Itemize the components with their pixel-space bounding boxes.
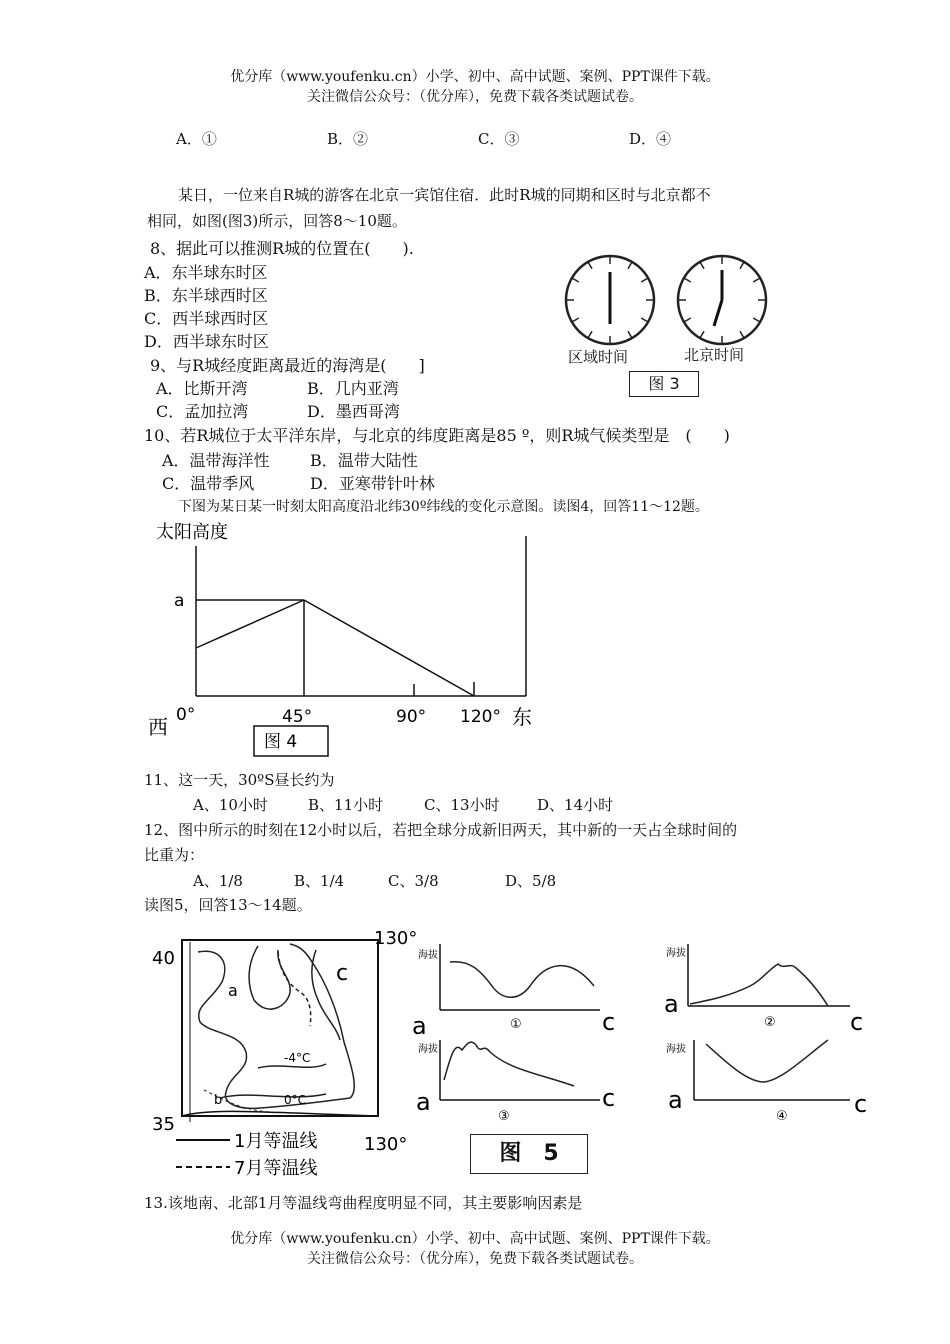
- tick-label-0: 0°: [176, 705, 196, 725]
- q8-option-a: A．东半球东时区: [144, 263, 268, 282]
- q10-option-a: A．温带海洋性: [162, 451, 270, 470]
- q7-option-a: A．①: [176, 130, 217, 148]
- iso-label-0: 0°C: [284, 1093, 307, 1107]
- region-clock-label: 区域时间: [568, 348, 629, 366]
- figure-4: [144, 518, 544, 763]
- peninsula-line: [249, 946, 290, 1009]
- q8-option-b: B．东半球西时区: [144, 286, 268, 305]
- figure-3-caption: 图 3: [629, 371, 699, 397]
- lat-35: 35: [152, 1114, 175, 1135]
- region-clock: [566, 256, 654, 344]
- map-label-a: a: [228, 981, 238, 1000]
- profile-4-ylabel: 海拔: [666, 1044, 686, 1055]
- q9-option-a: A．比斯开湾: [156, 379, 248, 398]
- profile-4-num: ④: [776, 1109, 788, 1124]
- q8-option-c: C．西半球西时区: [144, 309, 269, 328]
- q7-option-d: D．④: [629, 130, 672, 148]
- profile-3-c: c: [602, 1084, 616, 1112]
- q11-option-a: A、10小时: [193, 796, 268, 814]
- q11-stem: 11、这一天，30ºS昼长约为: [144, 771, 335, 789]
- header-line-2: 关注微信公众号：（优分库），免费下载各类试题试卷。: [307, 89, 643, 105]
- profile-3: [416, 1040, 615, 1124]
- altitude-fall: [304, 600, 474, 696]
- profile-1-num: ①: [510, 1017, 522, 1032]
- profile-2-c: c: [850, 1008, 864, 1036]
- q7-option-c: C．③: [478, 130, 520, 148]
- q11-option-c: C、13小时: [424, 796, 500, 814]
- profile-3-num: ③: [498, 1109, 510, 1124]
- lon-130-top: 130°: [374, 928, 418, 949]
- q12-option-d: D、5/8: [505, 872, 557, 890]
- passage1-line1: 某日，一位来自R城的游客在北京一宾馆住宿．此时R城的同期和区时与北京都不: [178, 186, 711, 204]
- passage1-line2: 相同，如图(图3)所示，回答8～10题。: [147, 212, 407, 230]
- q11-option-d: D、14小时: [537, 796, 614, 814]
- q9-option-c: C．孟加拉湾: [156, 402, 249, 421]
- figure-5-profiles: [410, 930, 880, 1126]
- q12-stem-1: 12、图中所示的时刻在12小时以后，若把全球分成新旧两天，其中新的一天占全球时间的: [144, 821, 738, 839]
- profile-4-c: c: [854, 1090, 868, 1118]
- iso-label-minus4: -4°C: [284, 1051, 311, 1065]
- q12-option-a: A、1/8: [193, 872, 243, 890]
- profile-3-ylabel: 海拔: [418, 1044, 438, 1055]
- q8-option-d: D．西半球东时区: [144, 332, 269, 351]
- profile-4-a: a: [668, 1086, 683, 1114]
- footer-line-2: 关注微信公众号：（优分库），免费下载各类试题试卷。: [307, 1251, 643, 1267]
- west-label: 西: [148, 715, 168, 739]
- profile-2-num: ②: [764, 1015, 776, 1030]
- profile-2: [664, 944, 863, 1036]
- map-label-c: c: [336, 961, 349, 986]
- figure-5-map: [150, 922, 420, 1184]
- profile-1-ylabel: 海拔: [418, 950, 438, 961]
- q10-option-d: D．亚寒带针叶林: [310, 474, 435, 493]
- profile-1-c: c: [602, 1008, 616, 1036]
- altitude-rise: [196, 600, 304, 648]
- legend-jul: 7月等温线: [234, 1158, 318, 1179]
- q10-option-c: C．温带季风: [162, 474, 255, 493]
- beijing-clock-label: 北京时间: [684, 346, 745, 364]
- coastline: [198, 944, 354, 1108]
- tick-label-120: 120°: [460, 707, 501, 727]
- q9-option-b: B．几内亚湾: [307, 379, 399, 398]
- isotherm-jul: [278, 952, 311, 1026]
- a-label: a: [174, 591, 185, 611]
- fig4-ylabel: 太阳高度: [156, 522, 228, 543]
- passage2: 下图为某日某一时刻太阳高度沿北纬30º纬线的变化示意图。读图4，回答11～12题。: [178, 499, 709, 515]
- q10-option-b: B．温带大陆性: [310, 451, 418, 470]
- q8-stem: 8、据此可以推测R城的位置在( ).: [150, 239, 414, 258]
- q12-option-c: C、3/8: [388, 872, 439, 890]
- figure-5-caption: 图 5: [470, 1134, 588, 1174]
- header-line-1: 优分库（www.youfenku.cn）小学、初中、高中试题、案例、PPT课件下载。: [230, 69, 720, 85]
- q9-stem: 9、与R城经度距离最近的海湾是( ]: [150, 356, 425, 375]
- q10-stem: 10、若R城位于太平洋东岸，与北京的纬度距离是85 º，则R城气候类型是 ( ): [144, 426, 730, 445]
- q12-option-b: B、1/4: [294, 872, 345, 890]
- east-label: 东: [512, 705, 532, 729]
- isotherm-0: [220, 1094, 326, 1098]
- map-frame: [182, 940, 378, 1116]
- profile-2-a: a: [664, 990, 679, 1018]
- q9-option-d: D．墨西哥湾: [307, 402, 400, 421]
- profile-3-a: a: [416, 1088, 431, 1116]
- q7-option-b: B．②: [327, 130, 369, 148]
- lat-40: 40: [152, 948, 175, 969]
- lon-130-bottom: 130°: [364, 1134, 408, 1155]
- q11-option-b: B、11小时: [308, 796, 384, 814]
- profile-1-a: a: [412, 1012, 427, 1040]
- beijing-clock: [678, 256, 766, 344]
- profile-1: [412, 944, 615, 1040]
- tick-label-90: 90°: [396, 707, 427, 727]
- q13-stem: 13.该地南、北部1月等温线弯曲程度明显不同，其主要影响因素是: [144, 1194, 583, 1212]
- map-label-b: b: [214, 1093, 223, 1108]
- read-fig5: 读图5，回答13～14题。: [144, 896, 312, 914]
- q12-stem-2: 比重为：: [144, 846, 205, 864]
- legend-jan: 1月等温线: [234, 1131, 318, 1152]
- fig4-caption: 图 4: [264, 732, 298, 752]
- profile-4: [666, 1040, 867, 1124]
- profile-2-ylabel: 海拔: [666, 948, 686, 959]
- tick-label-45: 45°: [282, 707, 313, 727]
- footer-line-1: 优分库（www.youfenku.cn）小学、初中、高中试题、案例、PPT课件下载。: [230, 1231, 720, 1247]
